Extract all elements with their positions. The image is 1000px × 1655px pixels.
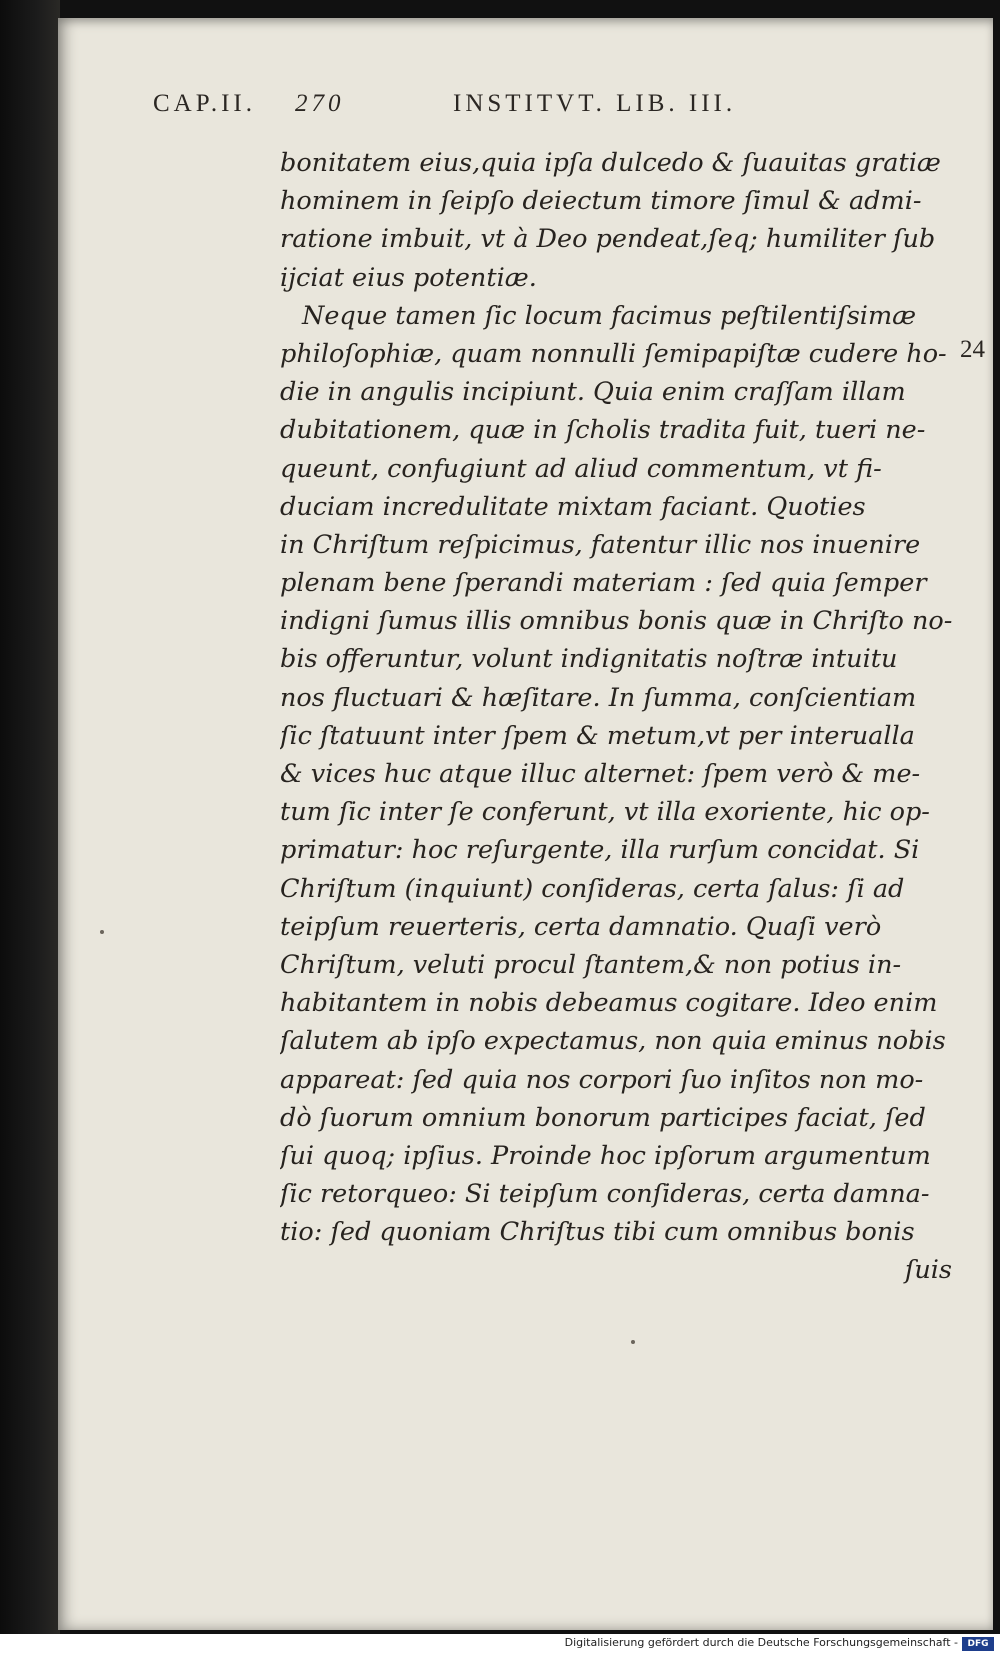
text-line: ſui quoq; ipſius. Proinde hoc ipſorum argumentum: [280, 1140, 931, 1171]
text-line: teipſum reuerteris, certa damnatio. Quaſi verò: [280, 911, 882, 942]
text-line: ſic ſtatuunt inter ſpem & metum,vt per interualla: [280, 720, 915, 751]
page-number: 270: [295, 90, 345, 117]
text-line: ſalutem ab ipſo expectamus, non quia eminus nobis: [280, 1026, 946, 1057]
text-line: indigni ſumus illis omnibus bonis quæ in Chriſto no-: [280, 606, 953, 637]
margin-section-number: 24: [960, 336, 985, 363]
text-line: primatur: hoc reſurgente, illa rurſum concidat. Si: [280, 835, 920, 866]
text-line: bonitatem eius,quia ipſa dulcedo & ſuauitas gratiæ: [280, 148, 941, 178]
text-line: duciam incredulitate mixtam faciant. Quoties: [280, 491, 866, 522]
footer-credit-text: Digitalisierung gefördert durch die Deutsche Forschungsgemeinschaft -: [564, 1636, 958, 1649]
paper-speck: [631, 1340, 635, 1344]
text-line: hominem in ſeipſo deiectum timore ſimul & admi-: [280, 186, 922, 217]
text-line: tio: ſed quoniam Chriſtus tibi cum omnibus bonis: [280, 1217, 915, 1248]
text-line: & vices huc atque illuc alternet: ſpem verò & me-: [280, 759, 921, 789]
text-line: dò ſuorum omnium bonorum participes faciat, ſed: [280, 1102, 926, 1133]
text-line: ratione imbuit, vt à Deo pendeat,ſeq; humiliter ſub: [280, 224, 936, 255]
paragraph-start-line: Neque tamen ſic locum facimus peſtilentiſsimæ: [302, 300, 917, 331]
paper-speck: [100, 930, 104, 934]
book-page: [58, 18, 993, 1630]
text-line: die in angulis incipiunt. Quia enim craſſam illam: [280, 377, 906, 408]
text-line: Chriſtum (inquiunt) conſideras, certa ſalus: ſi ad: [280, 873, 905, 904]
text-line: philoſophiæ, quam nonnulli ſemipapiſtæ cudere ho-: [280, 338, 947, 369]
book-spine-shadow: [0, 0, 60, 1655]
text-line: ijciat eius potentiæ.: [280, 262, 537, 293]
running-head-title: INSTITVT. LIB. III.: [453, 90, 737, 117]
text-line: habitantem in nobis debeamus cogitare. Ideo enim: [280, 988, 938, 1019]
text-line: bis offeruntur, volunt indignitatis noſtræ intuitu: [280, 644, 898, 675]
dfg-logo-icon: DFG: [962, 1637, 994, 1651]
text-line: ſic retorqueo: Si teipſum conſideras, certa damna-: [280, 1179, 930, 1210]
running-head: [153, 90, 933, 130]
body-text: [280, 144, 960, 1290]
text-line: queunt, confugiunt ad aliud commentum, vt fi-: [280, 453, 882, 484]
text-line: plenam bene ſperandi materiam : ſed quia ſemper: [280, 568, 927, 599]
digitization-footer: [0, 1634, 1000, 1655]
text-line: nos fluctuari & hæſitare. In ſumma, conſcientiam: [280, 682, 917, 713]
text-line: appareat: ſed quia nos corpori ſuo inſitos non mo-: [280, 1064, 924, 1095]
text-line: in Chriſtum reſpicimus, fatentur illic nos inuenire: [280, 529, 921, 560]
text-line: tum ſic inter ſe conferunt, vt illa exoriente, hic op-: [280, 797, 930, 828]
text-line: dubitationem, quæ in ſcholis tradita fuit, tueri ne-: [280, 415, 926, 446]
running-head-chapter: CAP.II.: [153, 90, 257, 117]
text-line: Chriſtum, veluti procul ſtantem,& non potius in-: [280, 949, 902, 980]
catchword: ſuis: [904, 1255, 952, 1286]
